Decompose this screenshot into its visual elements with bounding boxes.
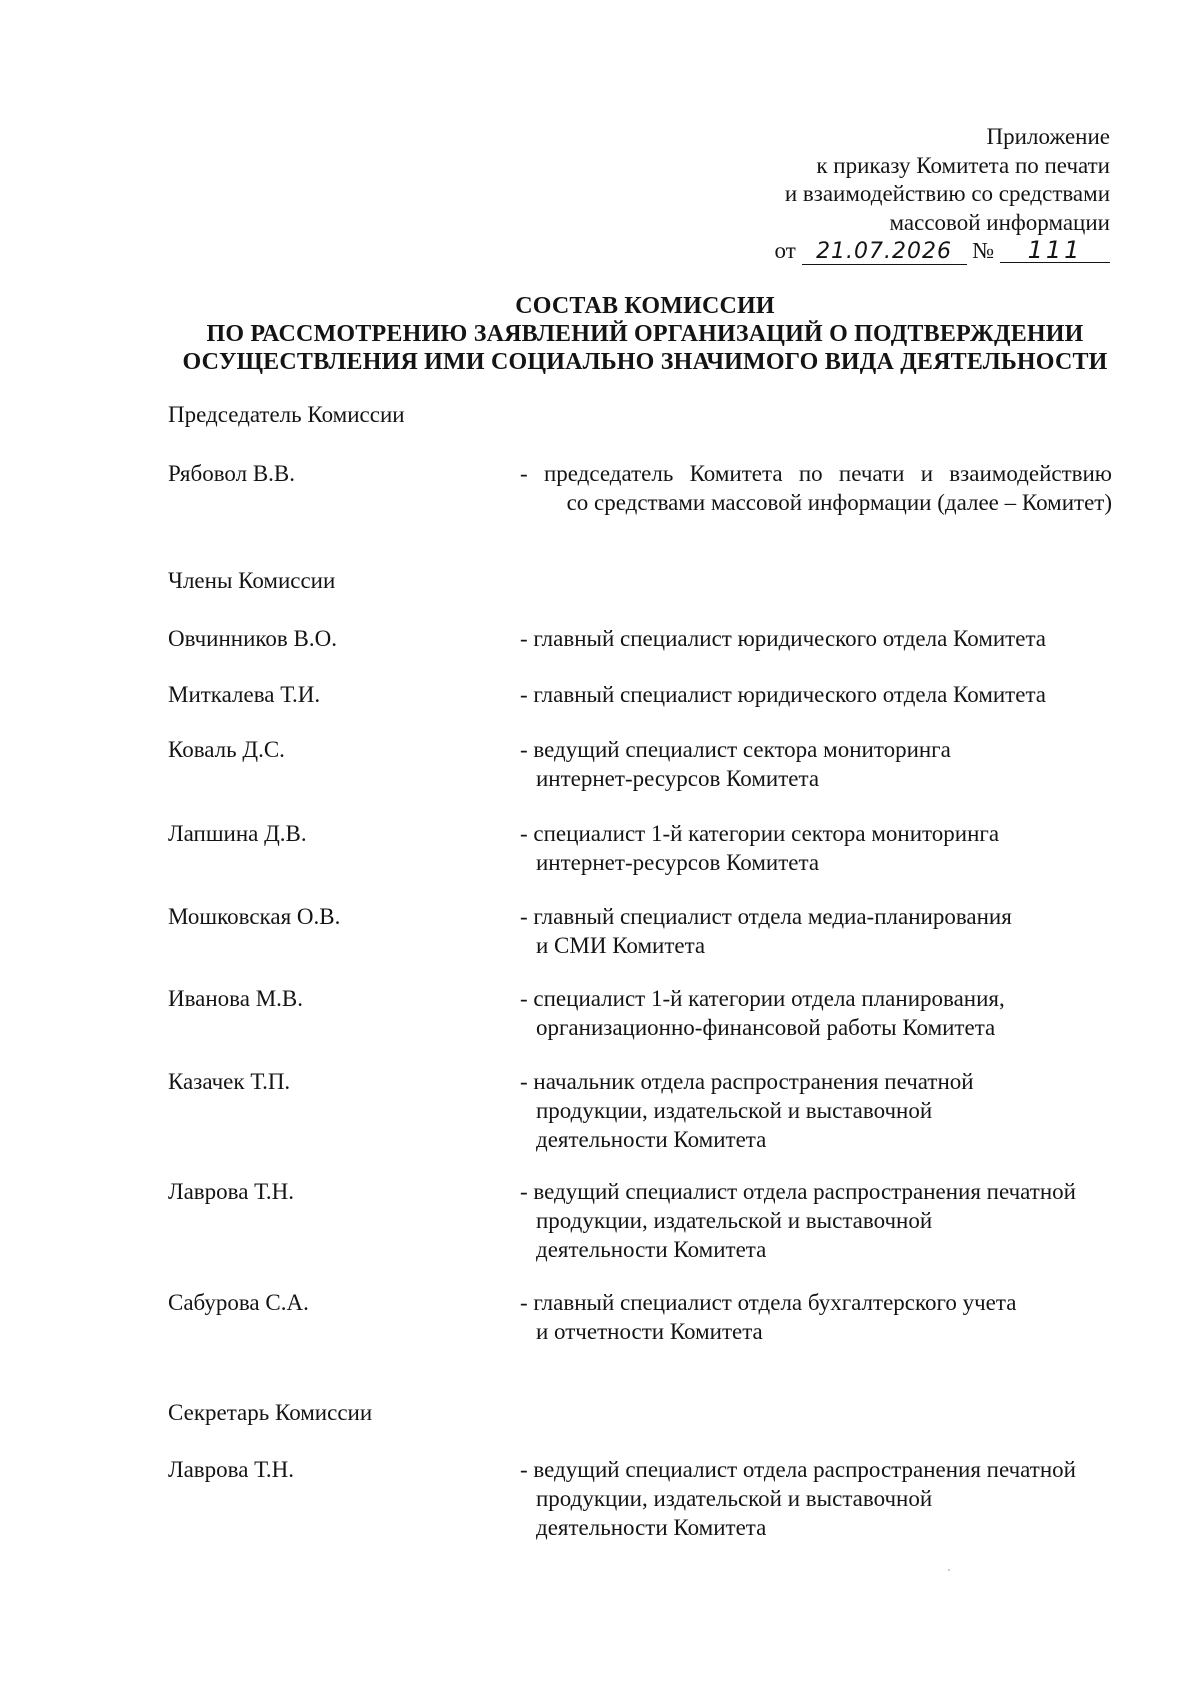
position-line-2: интернет-ресурсов Комитета [536, 766, 820, 791]
member-name: Лаврова Т.Н. [168, 1179, 295, 1204]
member-name: Мошковская О.В. [168, 904, 341, 929]
appendix-label: Приложение [986, 124, 1110, 149]
position-line-2: и СМИ Комитета [536, 933, 706, 958]
appendix-order-ref-cont: и взаимодействию со средствами [784, 181, 1110, 206]
member-name: Рябовол В.В. [168, 461, 296, 486]
position-line-3: деятельности Комитета [536, 1515, 767, 1540]
handwritten-date: 21.07.2026 [802, 240, 967, 265]
order-date-number [775, 237, 1110, 266]
position-line-1: - специалист 1-й категории отдела планирования, [520, 986, 1005, 1011]
title-line-3: ОСУЩЕСТВЛЕНИЯ ИМИ СОЦИАЛЬНО ЗНАЧИМОГО ВИДА ДЕЯТЕЛЬНОСТИ [182, 349, 1108, 375]
position-line-1: - ведущий специалист отдела распространения печатной [520, 1457, 1076, 1482]
appendix-order-ref-end: массовой информации [889, 209, 1110, 235]
title-line-1: СОСТАВ КОМИССИИ [515, 293, 775, 319]
chair-section-label: Председатель Комиссии [168, 402, 405, 427]
member-position [520, 680, 1046, 709]
scan-speck [948, 1569, 950, 1571]
member-name: Лапшина Д.В. [168, 821, 307, 846]
member-position [520, 984, 1005, 1042]
appendix-header [775, 123, 1110, 266]
position-line-1: - главный специалист отдела медиа-планирования [520, 904, 1012, 929]
member-name: Лаврова Т.Н. [168, 1457, 295, 1482]
position-line-1: - председатель Комитета по печати и взаимодействию [520, 461, 1112, 486]
from-label: от [774, 238, 796, 263]
document-title [0, 292, 1200, 376]
position-line-2: продукции, издательской и выставочной [536, 1208, 933, 1233]
position-line-2: организационно-финансовой работы Комитета [536, 1015, 996, 1040]
member-name: Иванова М.В. [168, 986, 303, 1011]
position-line-1: - специалист 1-й категории сектора мониторинга [520, 821, 1000, 846]
member-position [520, 459, 1112, 517]
secretary-section-label: Секретарь Комиссии [168, 1400, 373, 1425]
member-position [520, 819, 999, 877]
member-position [520, 1288, 1016, 1346]
member-position [520, 1177, 1076, 1264]
position-line-1: - начальник отдела распространения печатной [520, 1069, 974, 1094]
position-line-3: деятельности Комитета [536, 1127, 767, 1152]
number-label: № [972, 238, 995, 263]
member-position [520, 902, 1012, 960]
position-line-1: - ведущий специалист отдела распространения печатной [520, 1179, 1076, 1204]
position-line-2: и отчетности Комитета [536, 1319, 763, 1344]
members-section-label: Члены Комиссии [168, 568, 336, 593]
member-name: Казачек Т.П. [168, 1069, 291, 1094]
member-position [520, 1455, 1076, 1542]
position-line-2: интернет-ресурсов Комитета [536, 850, 820, 875]
member-position [520, 1067, 974, 1154]
appendix-order-ref: к приказу Комитета по печати [816, 152, 1110, 178]
position-line-1: - главный специалист юридического отдела Комитета [520, 626, 1046, 651]
title-line-2: ПО РАССМОТРЕНИЮ ЗАЯВЛЕНИЙ ОРГАНИЗАЦИЙ О ПОДТВЕРЖДЕНИИ [206, 321, 1084, 347]
handwritten-number: 111 [1000, 238, 1110, 263]
position-line-1: - главный специалист отдела бухгалтерского учета [520, 1290, 1017, 1315]
member-name: Овчинников В.О. [168, 626, 337, 651]
position-line-2: со средствами массовой информации (далее – Комитет) [566, 490, 1112, 515]
member-name: Коваль Д.С. [168, 737, 285, 762]
member-name: Сабурова С.А. [168, 1290, 309, 1315]
position-line-1: - главный специалист юридического отдела Комитета [520, 682, 1046, 707]
position-line-3: деятельности Комитета [536, 1237, 767, 1262]
member-position [520, 735, 951, 793]
position-line-1: - ведущий специалист сектора мониторинга [520, 737, 951, 762]
position-line-2: продукции, издательской и выставочной [536, 1098, 933, 1123]
position-line-2: продукции, издательской и выставочной [536, 1486, 933, 1511]
member-position [520, 624, 1046, 653]
member-name: Миткалева Т.И. [168, 682, 321, 707]
